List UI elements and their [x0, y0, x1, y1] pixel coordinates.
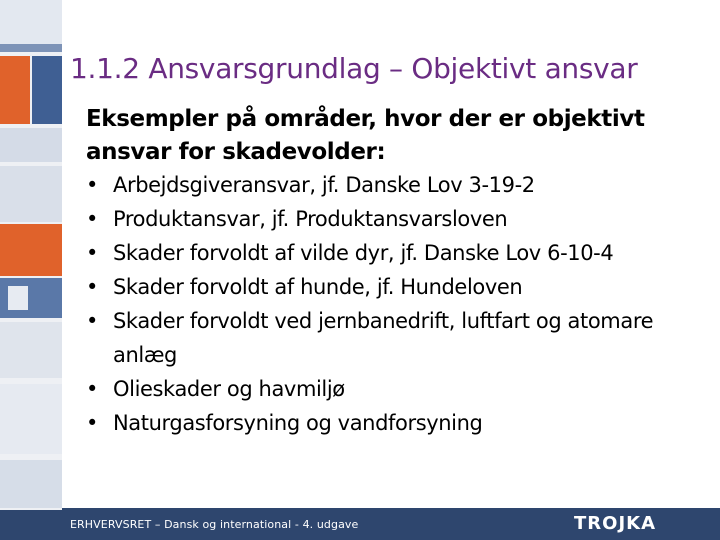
strip-block [0, 510, 62, 540]
list-item-text: Olieskader og havmiljø [113, 377, 345, 401]
trojka-logo: TROJKA [574, 513, 657, 534]
footer-text: ERHVERVSRET – Dansk og international - 4. udgave [70, 518, 359, 531]
list-item-text: Skader forvoldt af vilde dyr, jf. Danske Lov 6-10-4 [113, 241, 614, 265]
intro-text: Eksempler på områder, hvor der er objektivt ansvar for skadevolder: [86, 106, 645, 165]
strip-block [0, 322, 62, 378]
list-item-text: Produktansvar, jf. Produktansvarsloven [113, 207, 508, 231]
list-item [86, 406, 706, 440]
strip-block [0, 128, 62, 162]
strip-block [32, 56, 62, 124]
bullet-marker: • [86, 377, 98, 401]
list-item-text: Skader forvoldt af hunde, jf. Hundeloven [113, 275, 523, 299]
list-item-text: Naturgasforsyning og vandforsyning [113, 411, 483, 435]
bullet-marker: • [86, 173, 98, 197]
strip-block [0, 44, 62, 52]
list-item [86, 270, 706, 304]
list-item [86, 202, 706, 236]
list-item [86, 236, 706, 270]
strip-block [0, 384, 62, 454]
strip-block [0, 224, 62, 276]
list-item [86, 304, 706, 372]
list-item-text: Skader forvoldt ved jernbanedrift, luftfart og atomare anlæg [113, 309, 654, 367]
bullet-marker: • [86, 411, 98, 435]
strip-block [0, 166, 62, 222]
strip-block [0, 56, 30, 124]
bullet-marker: • [86, 275, 98, 299]
list-item [86, 372, 706, 406]
bullet-marker: • [86, 241, 98, 265]
slide-title: 1.1.2 Ansvarsgrundlag – Objektivt ansvar [70, 52, 638, 85]
bullet-marker: • [86, 207, 98, 231]
list-item-text: Arbejdsgiveransvar, jf. Danske Lov 3-19-2 [113, 173, 535, 197]
bullet-list [86, 168, 706, 440]
strip-block [0, 460, 62, 508]
decorative-side-strip [0, 0, 62, 540]
strip-block [8, 286, 28, 310]
bullet-marker: • [86, 309, 98, 333]
list-item [86, 168, 706, 202]
